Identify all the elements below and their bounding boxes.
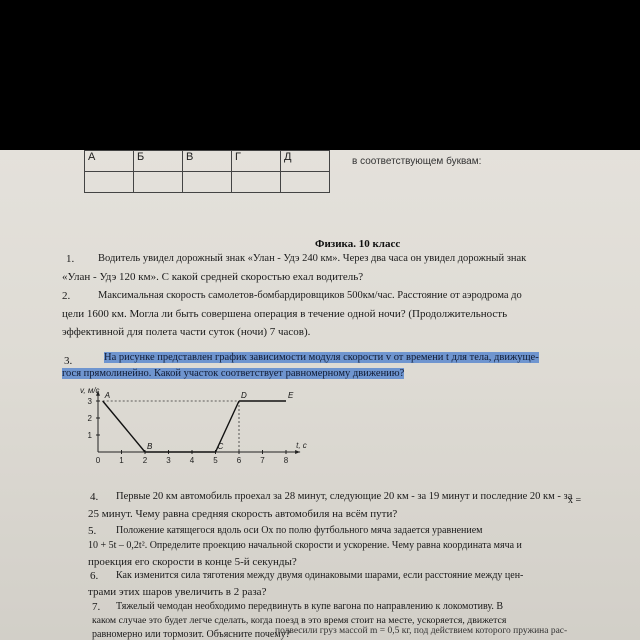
page-title: Физика. 10 класс [315, 238, 401, 250]
answer-table-note: в соответствующем буквам: [352, 156, 482, 167]
question-number: 3. [64, 355, 73, 367]
question-text: Водитель увидел дорожный знак «Улан - Удэ 240 км». Через два часа он увидел дорожный знак [98, 253, 527, 264]
answer-blank [183, 172, 232, 193]
highlighted-text: На рисунке представлен график зависимости модуля скорости v от времени t для тела, движуще- [104, 352, 539, 363]
equation-label: x = [568, 495, 582, 506]
x-tick-label: 7 [260, 456, 265, 465]
question-text: Первые 20 км автомобиль проехал за 28 минут, следующие 20 км - за 19 минут и последние 20 км - за [116, 491, 573, 502]
x-tick-label: 2 [142, 456, 148, 465]
document-page [0, 150, 640, 640]
question-text: эффективной для полета части суток (ночи) 7 часов). [62, 326, 311, 338]
answer-table [84, 150, 330, 193]
answer-cell-a: А [85, 151, 134, 172]
point-label: E [288, 391, 294, 400]
question-text: каком случае это будет легче сделать, когда поезд в это время стоит на месте, ускоряется, движется [92, 615, 507, 626]
x-tick-label: 1 [119, 456, 124, 465]
question-text: Положение катящегося вдоль оси Ох по полю футбольного мяча задается уравнением [116, 525, 483, 536]
question-number: 7. [92, 601, 101, 613]
point-label: B [147, 442, 153, 451]
x-axis-label: t, с [296, 441, 307, 450]
answer-blank [281, 172, 330, 193]
graph-segment [103, 401, 145, 452]
y-axis-label: v, м/с [80, 385, 100, 395]
answer-cell-b: Б [134, 151, 183, 172]
y-tick-label: 1 [87, 431, 92, 440]
answer-cell-v: В [183, 151, 232, 172]
question-text: подвесили груз массой m = 0,5 кг, под действием которого пружина рас- [275, 626, 568, 636]
question-number: 6. [90, 570, 99, 582]
question-text: «Улан - Удэ 120 км». С какой средней скоростью ехал водитель? [62, 271, 364, 283]
question-number: 1. [66, 253, 75, 265]
question-text: 25 минут. Чему равна средняя скорость автомобиля на всём пути? [88, 508, 398, 520]
x-tick-label: 6 [236, 456, 242, 465]
question-text: 10 + 5t – 0,2t². Определите проекцию начальной скорости и ускорение. Чему равна координата мяча и [88, 540, 522, 551]
question-number: 5. [88, 525, 97, 537]
question-text: трами этих шаров увеличить в 2 раза? [88, 586, 267, 598]
question-text: равномерно или тормозит. Объясните почему? [92, 629, 291, 640]
point-label: A [104, 391, 111, 400]
answer-cell-d: Д [281, 151, 330, 172]
y-tick-label: 3 [87, 397, 92, 406]
x-axis-arrow [295, 450, 300, 454]
point-label: D [241, 391, 247, 400]
highlighted-text: гося прямолинейно. Какой участок соответствует равномерному движению? [62, 368, 405, 379]
answer-blank [85, 172, 134, 193]
question-number: 4. [90, 491, 99, 503]
point-label: C [217, 442, 224, 451]
x-tick-label: 8 [283, 456, 289, 465]
velocity-time-chart [76, 382, 307, 472]
answer-cell-g: Г [232, 151, 281, 172]
x-tick-label: 5 [213, 456, 218, 465]
answer-blank [232, 172, 281, 193]
y-tick-label: 2 [87, 414, 92, 423]
question-text: Тяжелый чемодан необходимо передвинуть в купе вагона по направлению к локомотиву. В [116, 601, 503, 612]
x-tick-label: 4 [189, 456, 195, 465]
answer-blank [134, 172, 183, 193]
x-tick-label: 0 [95, 456, 101, 465]
x-tick-label: 3 [166, 456, 171, 465]
question-text: цели 1600 км. Могла ли быть совершена операция в течение одной ночи? (Продолжительность [62, 308, 508, 320]
question-text: Как изменится сила тяготения между двумя одинаковыми шарами, если расстояние между цен- [116, 570, 524, 581]
question-text: Максимальная скорость самолетов-бомбардировщиков 500км/час. Расстояние от аэродрома до [98, 290, 522, 301]
question-number: 2. [62, 290, 71, 302]
question-text: проекция его скорости в конце 5-й секунды? [88, 556, 297, 568]
